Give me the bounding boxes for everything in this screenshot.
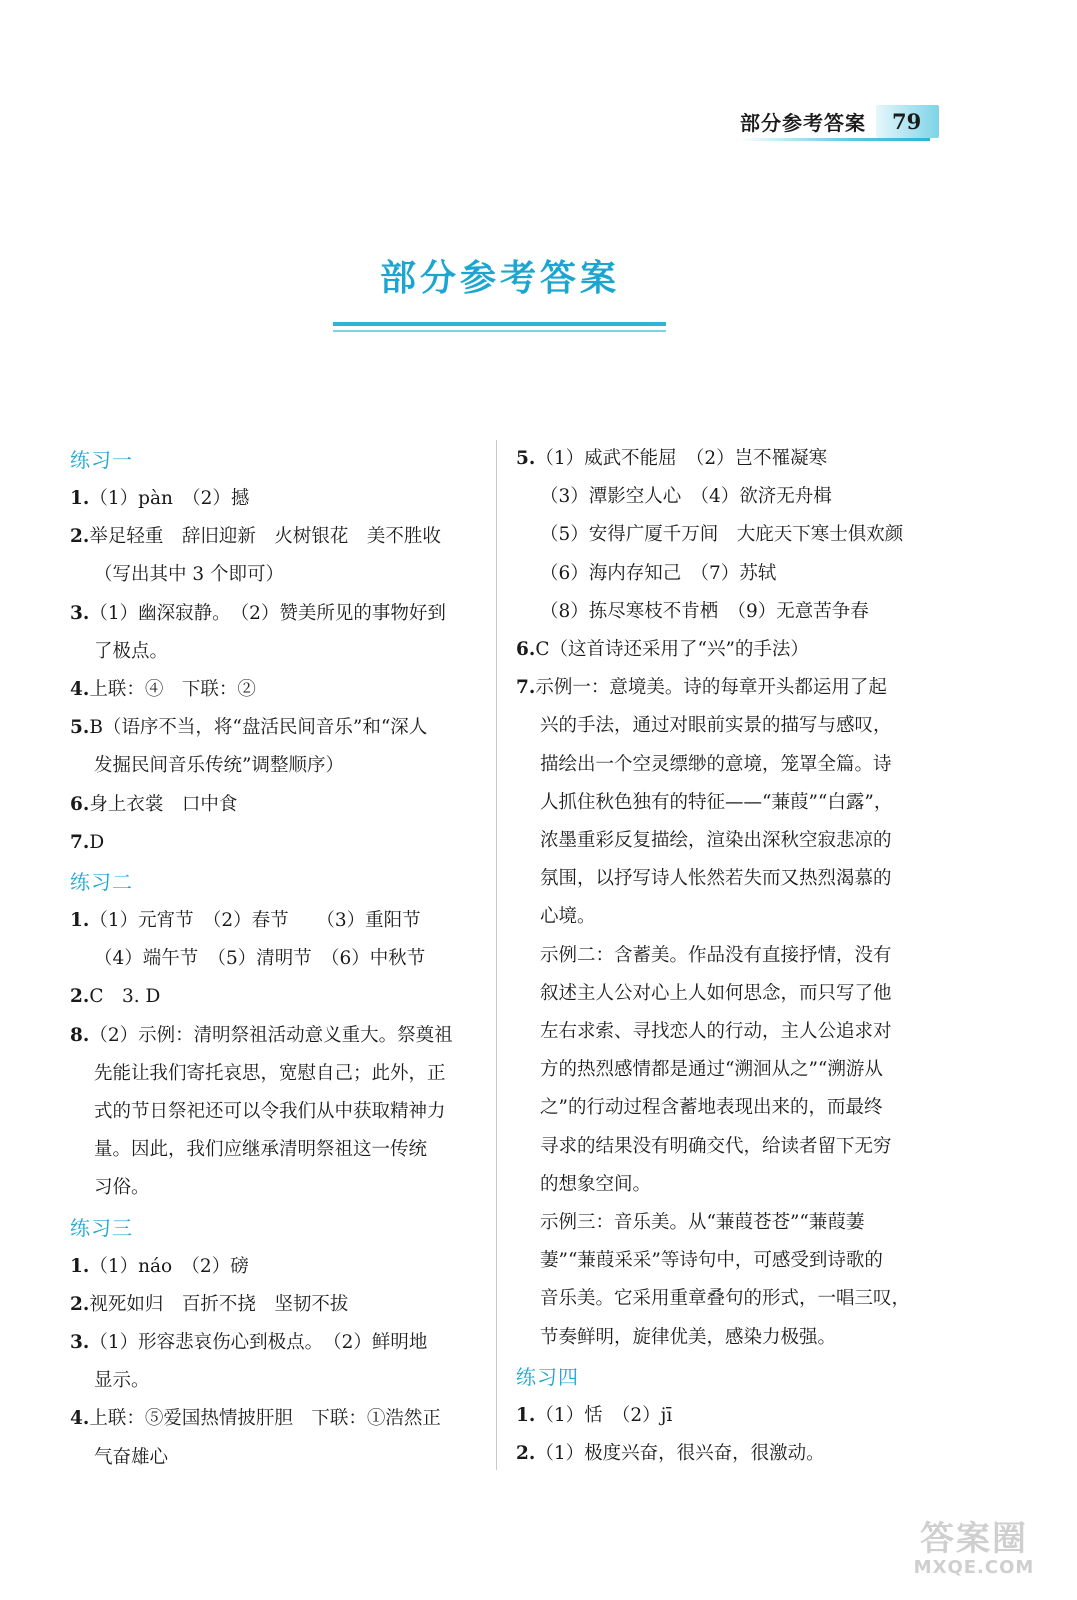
answer-text: 视死如归 百折不挠 坚韧不拔 (89, 1293, 349, 1315)
answer-continuation (70, 1093, 482, 1131)
answer-text: （1）pàn （2）撼 (89, 488, 250, 509)
answer-text: 心境。 (540, 906, 596, 928)
page-title: 部分参考答案 (379, 258, 620, 299)
answer-item (70, 902, 482, 940)
answer-continuation (516, 593, 931, 631)
answer-continuation (70, 1362, 482, 1400)
answer-number: 2. (516, 1443, 536, 1465)
answer-continuation (516, 555, 931, 593)
answer-text: （6）海内存知己 （7）苏轼 (540, 562, 777, 584)
answer-continuation (516, 1128, 931, 1166)
answer-text: 示例二：含蓄美。作品没有直接抒情，没有 (540, 944, 892, 966)
answer-text: 气奋雄心 (94, 1446, 169, 1468)
answer-number: 4. (70, 679, 90, 701)
answer-continuation (516, 975, 931, 1013)
answer-text: 寻求的结果没有明确交代，给读者留下无穷 (540, 1135, 892, 1157)
answer-continuation (516, 516, 931, 554)
answer-continuation (516, 478, 931, 516)
left-column (70, 440, 482, 1477)
answer-continuation (516, 1166, 931, 1204)
answer-number: 6. (70, 793, 90, 815)
answer-item (70, 1400, 482, 1438)
answer-continuation (70, 747, 482, 785)
answer-item (70, 1248, 482, 1286)
page-header (740, 100, 939, 142)
answer-item (70, 1017, 482, 1055)
answer-text: 身上衣裳 口中食 (89, 793, 238, 815)
answer-number: 3. (70, 602, 90, 624)
answer-continuation (516, 746, 931, 784)
answer-item (516, 631, 931, 669)
answer-text: 方的热烈感情都是通过“溯洄从之”“溯游从 (540, 1059, 883, 1081)
section-heading: 练习四 (516, 1364, 579, 1389)
answer-text: 先能让我们寄托哀思，宽慰自己；此外，正 (94, 1062, 446, 1084)
answer-text: C（这首诗还采用了“兴”的手法） (535, 639, 809, 661)
answer-item (70, 978, 482, 1016)
watermark-text: 答案圈 (920, 1519, 1028, 1559)
answer-continuation (70, 1169, 482, 1207)
answer-continuation (70, 1439, 482, 1477)
answer-text: D (89, 831, 105, 853)
answer-continuation (70, 1055, 482, 1093)
answer-text: 之”的行动过程含蓄地表现出来的，而最终 (540, 1097, 883, 1119)
answer-text: （1）幽深寂静。 （2）赞美所见的事物好到 (89, 602, 446, 624)
answer-text: （1）形容悲哀伤心到极点。 （2）鲜明地 (89, 1332, 428, 1354)
answer-continuation (70, 633, 482, 671)
answer-text: （2）示例：清明祭祖活动意义重大。祭奠祖 (89, 1024, 453, 1046)
answer-continuation (70, 940, 482, 978)
answer-text: 兴的手法，通过对眼前实景的描写与感叹， (540, 715, 892, 737)
answer-text: 氛围，以抒写诗人怅然若失而又热烈渴慕的 (540, 868, 892, 890)
answer-item (70, 595, 482, 633)
answer-number: 4. (70, 1408, 90, 1430)
answer-continuation (516, 1013, 931, 1051)
answer-text: （3）潭影空人心 （4）欲济无舟楫 (540, 486, 832, 508)
answer-number: 2. (70, 526, 90, 548)
answer-text: 萋”“蒹葭采采”等诗句中，可感受到诗歌的 (540, 1250, 883, 1272)
answer-number: 5. (70, 717, 90, 739)
answer-continuation (70, 556, 482, 594)
title-rule-thin (333, 330, 666, 332)
answer-number: 7. (70, 831, 90, 853)
page-number: 79 (876, 105, 939, 138)
answer-item (516, 1397, 931, 1435)
answer-continuation (516, 784, 931, 822)
answer-number: 1. (70, 1255, 90, 1277)
answer-number: 7. (516, 677, 536, 699)
answer-text: （写出其中 3 个即可） (94, 564, 285, 586)
answer-continuation (70, 1131, 482, 1169)
answer-continuation (516, 1280, 931, 1318)
watermark-domain: MXQE.COM (913, 1557, 1035, 1578)
answer-number: 1. (70, 488, 90, 509)
answer-number: 1. (516, 1404, 536, 1426)
answer-text: 上联：⑤爱国热情披肝胆 下联：①浩然正 (89, 1408, 441, 1430)
answer-item (516, 1435, 931, 1473)
answer-text: （5）安得广厦千万间 大庇天下寒士俱欢颜 (540, 524, 904, 546)
answer-text: 左右求索、寻找恋人的行动，主人公追求对 (540, 1021, 892, 1043)
answer-item (70, 480, 482, 518)
answer-continuation (516, 860, 931, 898)
answer-text: 音乐美。它采用重章叠句的形式，一唱三叹， (540, 1288, 911, 1310)
answer-text: 了极点。 (94, 640, 169, 662)
answer-text: 举足轻重 辞旧迎新 火树银花 美不胜收 (89, 526, 441, 548)
answer-text: 的想象空间。 (540, 1173, 652, 1195)
right-column (516, 440, 931, 1473)
column-divider (496, 440, 497, 1470)
answer-item (70, 1286, 482, 1324)
answer-text: （1）元宵节 （2）春节 （3）重阳节 (89, 910, 421, 932)
answer-text: （4）端午节 （5）清明节 （6）中秋节 (94, 948, 426, 970)
answer-text: （1）恬 （2）jī (535, 1404, 673, 1426)
answer-item (70, 786, 482, 824)
answer-continuation (516, 1089, 931, 1127)
answer-item (70, 1324, 482, 1362)
answer-item (70, 518, 482, 556)
answer-text: B（语序不当，将“盘活民间音乐”和“深人 (89, 717, 428, 739)
answer-item (70, 824, 482, 862)
answer-continuation (516, 822, 931, 860)
section-heading: 练习二 (70, 870, 133, 895)
answer-continuation (516, 937, 931, 975)
watermark-logo (899, 1520, 1049, 1578)
answer-text: 示例三：音乐美。从“蒹葭苍苍”“蒹葭萋 (540, 1212, 865, 1234)
answer-continuation (516, 1242, 931, 1280)
answer-continuation (516, 898, 931, 936)
answer-text: 描绘出一个空灵缥缈的意境，笼罩全篇。诗 (540, 753, 892, 775)
answer-number: 5. (516, 448, 536, 469)
answer-continuation (516, 1319, 931, 1357)
answer-item (70, 671, 482, 709)
answer-number: 8. (70, 1024, 90, 1046)
answer-text: （8）拣尽寒枝不肯栖 （9）无意苦争春 (540, 600, 869, 622)
answer-continuation (516, 1051, 931, 1089)
section-heading: 练习三 (70, 1215, 133, 1240)
answer-text: 示例一：意境美。诗的每章开头都运用了起 (535, 677, 887, 699)
answer-number: 1. (70, 910, 90, 932)
answer-text: 节奏鲜明，旋律优美，感染力极强。 (540, 1326, 837, 1348)
title-rule-thick (333, 322, 666, 326)
section-heading: 练习一 (70, 448, 133, 472)
answer-text: 发掘民间音乐传统”调整顺序） (94, 755, 344, 777)
answer-item (70, 709, 482, 747)
answer-text: 式的节日祭祀还可以令我们从中获取精神力 (94, 1101, 446, 1123)
answer-item (516, 669, 931, 707)
answer-item (516, 440, 931, 478)
answer-text: 浓墨重彩反复描绘，渲染出深秋空寂悲凉的 (540, 830, 892, 852)
answer-continuation (516, 707, 931, 745)
header-underline (740, 138, 930, 141)
header-label: 部分参考答案 (740, 110, 866, 135)
answer-text: 量。因此，我们应继承清明祭祖这一传统 (94, 1139, 428, 1161)
answer-text: 上联：④ 下联：② (89, 679, 256, 701)
answer-number: 2. (70, 986, 90, 1008)
answer-continuation (516, 1204, 931, 1242)
answer-number: 6. (516, 639, 536, 661)
answer-number: 2. (70, 1293, 90, 1315)
answer-text: （1）威武不能屈 （2）岂不罹凝寒 (535, 448, 828, 469)
answer-text: （1）极度兴奋，很兴奋，很激动。 (535, 1443, 825, 1465)
answer-number: 3. (70, 1332, 90, 1354)
answer-text: 显示。 (94, 1370, 150, 1392)
answer-text: （1）náo （2）磅 (89, 1255, 249, 1277)
answer-text: 人抓住秋色独有的特征——“蒹葭”“白露”， (540, 791, 893, 813)
answer-text: 习俗。 (94, 1177, 150, 1199)
answer-text: C 3. D (89, 986, 161, 1008)
answer-text: 叙述主人公对心上人如何思念，而只写了他 (540, 982, 892, 1004)
